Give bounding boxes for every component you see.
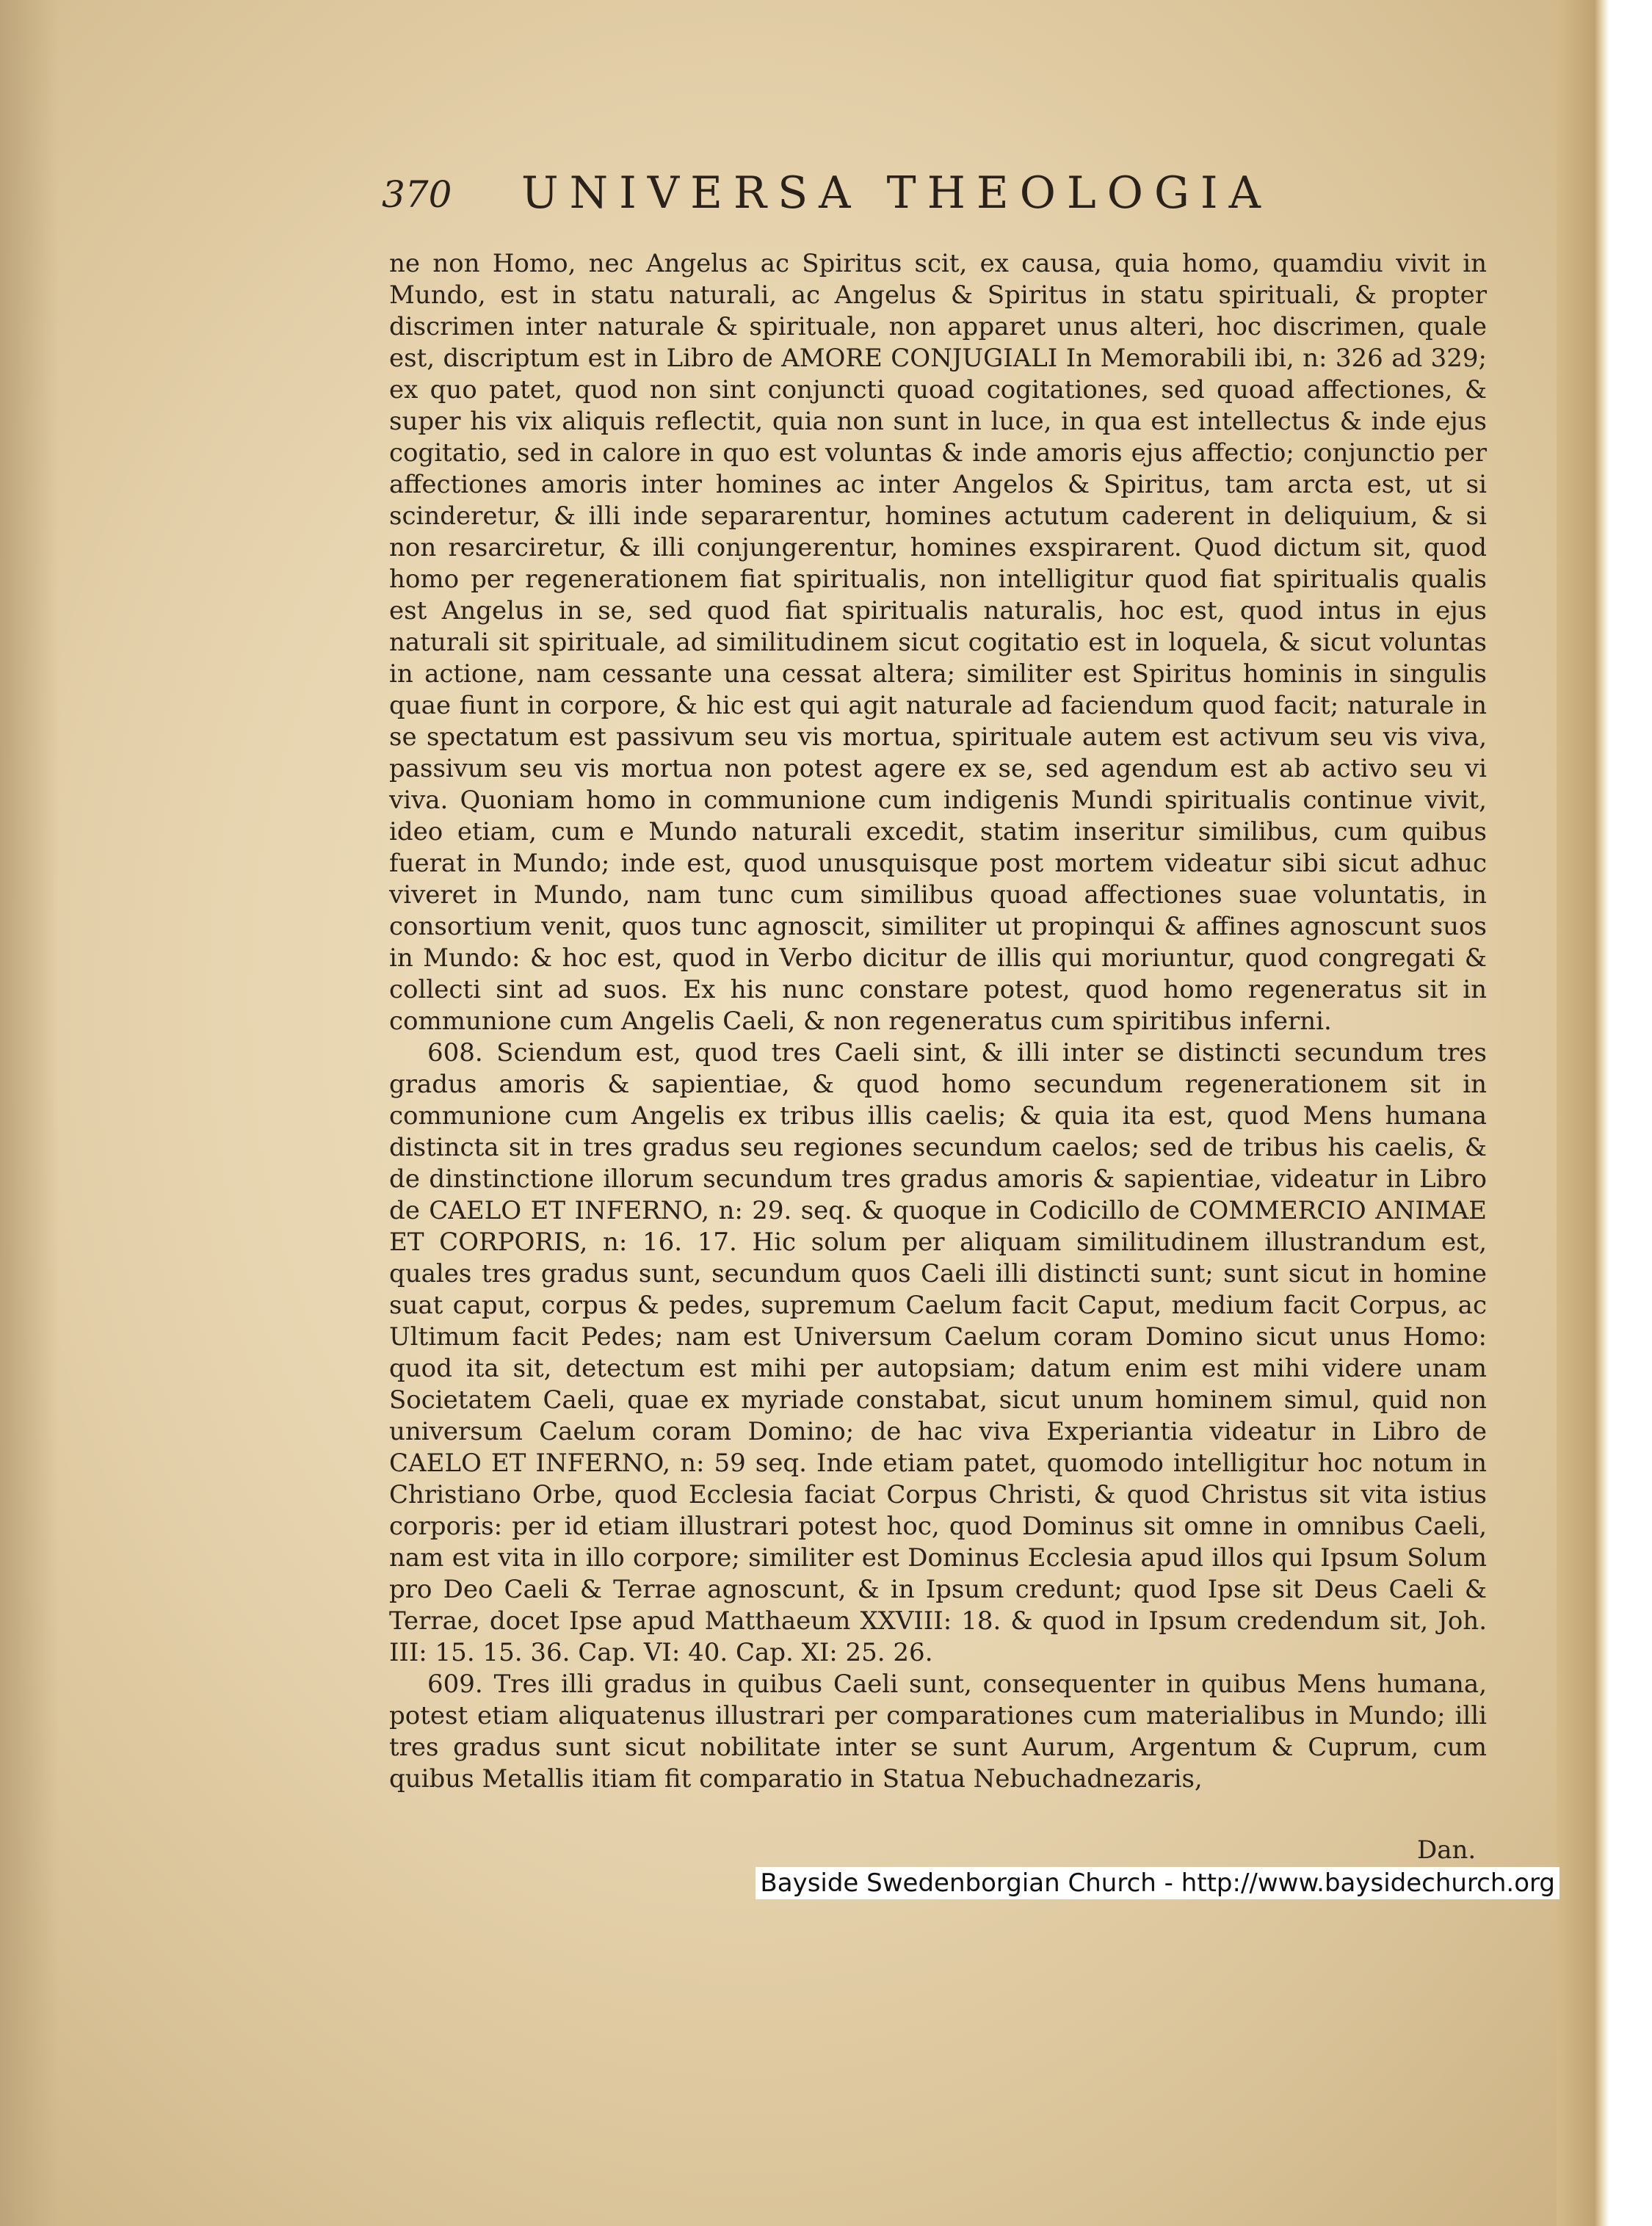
paragraph-number: 609. [427,1670,483,1699]
running-title: UNIVERSA THEOLOGIA [521,167,1272,219]
catchword: Dan. [1417,1835,1477,1865]
paragraph-609 [389,1669,1487,1795]
body-text [389,248,1487,1795]
paragraph-608 [389,1037,1487,1669]
binding-shadow [0,0,59,2226]
facing-page-edge [1557,0,1652,2226]
page-header [382,167,1498,226]
paragraph-number: 608. [427,1038,483,1067]
page-number: 370 [382,173,452,216]
paragraph-text: ne non Homo, nec Angelus ac Spiritus scit, ex causa, quia homo, quamdiu vivit in Mundo, est in statu naturali, ac Angelus & Spiritus in statu spirituali, & propter discrimen inter naturale & spirituale, non apparet unus alteri, hoc discrimen, quale est, discriptum est in Libro de AMORE CONJUGIALI In Memorabili ibi, n: 326 ad 329; ex quo patet, quod non sint conjuncti quoad cogitationes, sed quoad affectiones, & super his vix aliquis reflectit, quia non sunt in luce, in qua est intellectus & inde ejus cogitatio, sed in calore in quo est voluntas & inde amoris ejus affectio; conjunctio per affectiones amoris inter homines ac inter Angelos & Spiritus, tam arcta est, ut si scinderetur, & illi inde separarentur, homines actutum caderent in deliquium, & si non resarciretur, & illi conjungerentur, homines exspirarent. Quod dictum sit, quod homo per regenerationem fiat spiritualis, non intelligitur quod fiat spiritualis qualis est Angelus in se, sed quod fiat spiritualis naturalis, hoc est, quod intus in ejus naturali sit spirituale, ad similitudinem sicut cogitatio est in loquela, & sicut voluntas in actione, nam cessante una cessat altera; similiter est Spiritus hominis in singulis quae fiunt in corpore, & hic est qui agit naturale ad faciendum quod facit; naturale in se spectatum est passivum seu vis mortua, spirituale autem est activum seu vis viva, passivum seu vis mortua non potest agere ex se, sed agendum est ab activo seu vi viva. Quoniam homo in communione cum indigenis Mundi spiritualis continue vivit, ideo etiam, cum e Mundo naturali excedit, statim inseritur similibus, cum quibus fuerat in Mundo; inde est, quod unusquisque post mortem videatur sibi sicut adhuc viveret in Mundo, nam tunc cum similibus quoad affectiones suae voluntatis, in consortium venit, quos tunc agnoscit, similiter ut propinqui & affines agnoscunt suos in Mundo: & hoc est, quod in Verbo dicitur de illis qui moriuntur, quod congregati & collecti sint ad suos. Ex his nunc constare potest, quod homo regeneratus sit in communione cum Angelis Caeli, & non regeneratus cum spiritibus inferni. [389,249,1487,1036]
paragraph-text: Tres illi gradus in quibus Caeli sunt, consequenter in quibus Mens humana, potest etiam aliquatenus illustrari per comparationes cum materialibus in Mundo; illi tres gradus sunt sicut nobilitate inter se sunt Aurum, Argentum & Cuprum, cum quibus Metallis itiam fit comparatio in Statua Nebuchadnezaris, [389,1670,1487,1794]
paragraph-text: Sciendum est, quod tres Caeli sint, & illi inter se distincti secundum tres gradus amoris & sapientiae, & quod homo secundum regenerationem sit in communione cum Angelis ex tribus illis caelis; & quia ita est, quod Mens humana distincta sit in tres gradus seu regiones secundum caelos; sed de tribus his caelis, & de dinstinctione illorum secundum tres gradus amoris & sapientiae, videatur in Libro de CAELO ET INFERNO, n: 29. seq. & quoque in Codicillo de COMMERCIO ANIMAE ET CORPORIS, n: 16. 17. Hic solum per aliquam similitudinem illustrandum est, quales tres gradus sunt, secundum quos Caeli illi distincti sunt; sunt sicut in homine suat caput, corpus & pedes, supremum Caelum facit Caput, medium facit Corpus, ac Ultimum facit Pedes; nam est Universum Caelum coram Domino sicut unus Homo: quod ita sit, detectum est mihi per autopsiam; datum enim est mihi videre unam Societatem Caeli, quae ex myriade constabat, sicut unum hominem simul, quid non universum Caelum coram Domino; de hac viva Experiantia videatur in Libro de CAELO ET INFERNO, n: 59 seq. Inde etiam patet, quomodo intelligitur hoc notum in Christiano Orbe, quod Ecclesia faciat Corpus Christi, & quod Christus sit vita istius corporis: per id etiam illustrari potest hoc, quod Dominus sit omne in omnibus Caeli, nam est vita in illo corpore; similiter est Dominus Ecclesia apud illos qui Ipsum Solum pro Deo Caeli & Terrae agnoscunt, & in Ipsum credunt; quod Ipse sit Deus Caeli & Terrae, docet Ipse apud Matthaeum XXVIII: 18. & quod in Ipsum credendum sit, Joh. III: 15. 15. 36. Cap. VI: 40. Cap. XI: 25. 26. [389,1038,1487,1667]
paragraph-continued [389,248,1487,1037]
watermark-caption: Bayside Swedenborgian Church - http://www.baysidechurch.org [756,1867,1559,1899]
